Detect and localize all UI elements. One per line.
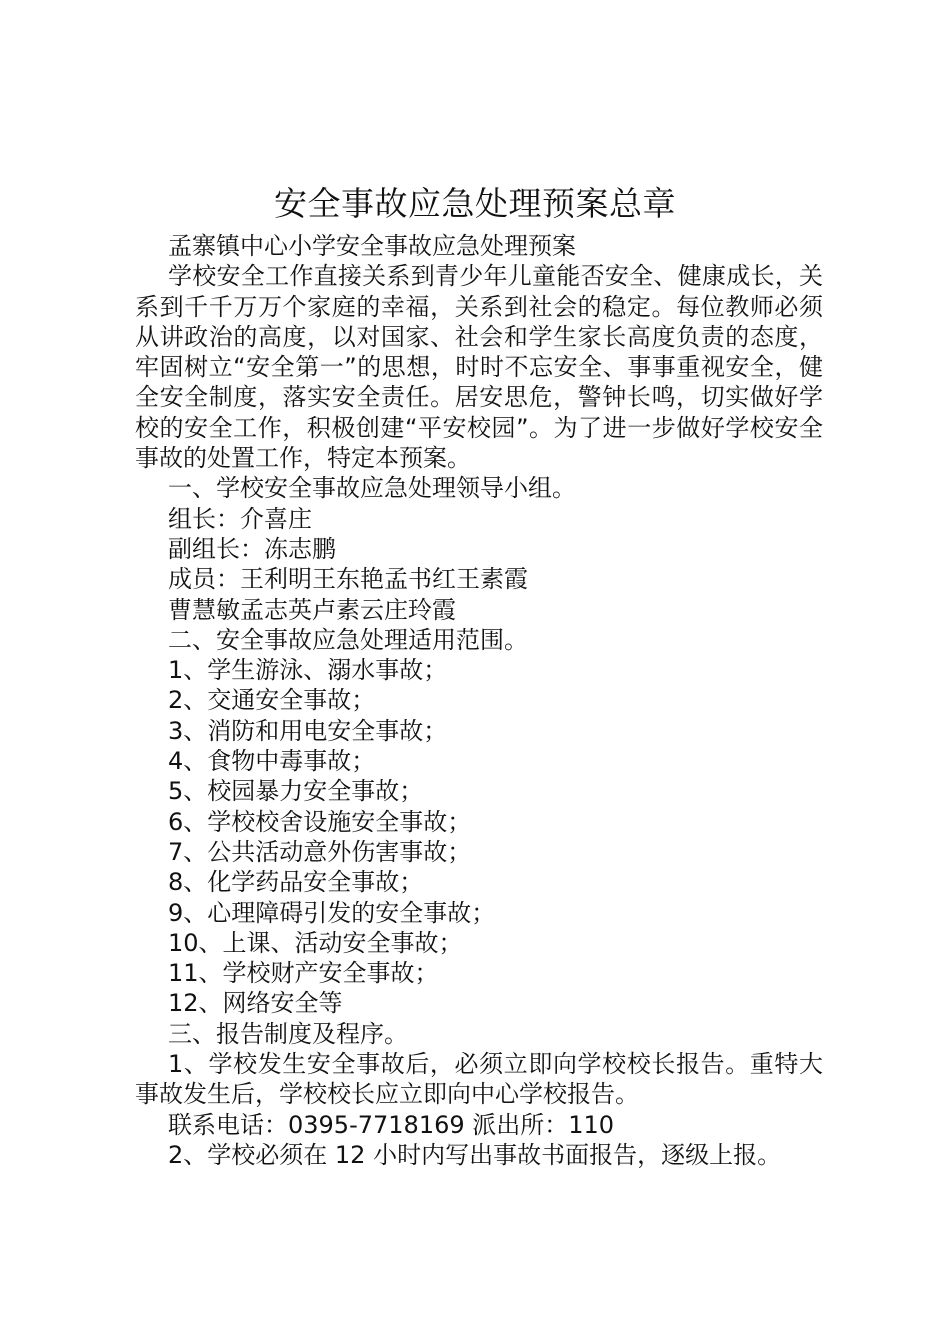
scope-item: 8、化学药品安全事故； <box>168 868 424 897</box>
contact-phone-line: 联系电话：0395-7718169 派出所：110 <box>168 1110 615 1139</box>
reporting-item-2: 2、学校必须在 12 小时内写出事故书面报告，逐级上报。 <box>168 1140 782 1169</box>
scope-item: 2、交通安全事故； <box>168 686 376 715</box>
document-body <box>135 231 823 1170</box>
scope-item: 1、学生游泳、溺水事故； <box>168 656 448 685</box>
scope-item: 12、网络安全等 <box>168 989 343 1018</box>
scope-item: 10、上课、活动安全事故； <box>168 928 463 957</box>
leader-line: 组长：介喜庄 <box>168 504 312 533</box>
scope-item: 9、心理障碍引发的安全事故； <box>168 898 496 927</box>
scope-item: 3、消防和用电安全事故； <box>168 716 448 745</box>
deputy-leader-line: 副组长：冻志鹏 <box>168 534 336 563</box>
members-line-continued: 曹慧敏孟志英卢素云庄玲霞 <box>168 595 456 624</box>
document-title: 安全事故应急处理预案总章 <box>274 184 676 223</box>
members-line: 成员：王利明王东艳孟书红王素霞 <box>168 565 528 594</box>
school-plan-heading: 孟寨镇中心小学安全事故应急处理预案 <box>168 232 576 260</box>
scope-item: 5、校园暴力安全事故； <box>168 777 424 806</box>
scope-item: 11、学校财产安全事故； <box>168 959 439 988</box>
section-heading-reporting: 三、报告制度及程序。 <box>168 1019 408 1048</box>
scope-item: 6、学校校舍设施安全事故； <box>168 807 472 836</box>
intro-paragraph: 学校安全工作直接关系到青少年儿童能否安全、健康成长，关系到千千万万个家庭的幸福，关系到社会的稳定。每位教师必须从讲政治的高度，以对国家、社会和学生家长高度负责的态度，牢固树立“安全第一”的思想，时时不忘安全、事事重视安全，健全安全制度，落实安全责任。居安思危，警钟长鸣，切实做好学校的安全工作，积极创建“平安校园”。为了进一步做好学校安全事故的处置工作，特定本预案。 <box>135 262 823 473</box>
section-heading-leadership: 一、学校安全事故应急处理领导小组。 <box>168 474 576 503</box>
section-heading-scope: 二、安全事故应急处理适用范围。 <box>168 625 528 654</box>
reporting-item-1: 1、学校发生安全事故后，必须立即向学校校长报告。重特大事故发生后，学校校长应立即向中心学校报告。 <box>135 1050 823 1109</box>
scope-item: 7、公共活动意外伤害事故； <box>168 837 472 866</box>
scope-item: 4、食物中毒事故； <box>168 747 376 776</box>
